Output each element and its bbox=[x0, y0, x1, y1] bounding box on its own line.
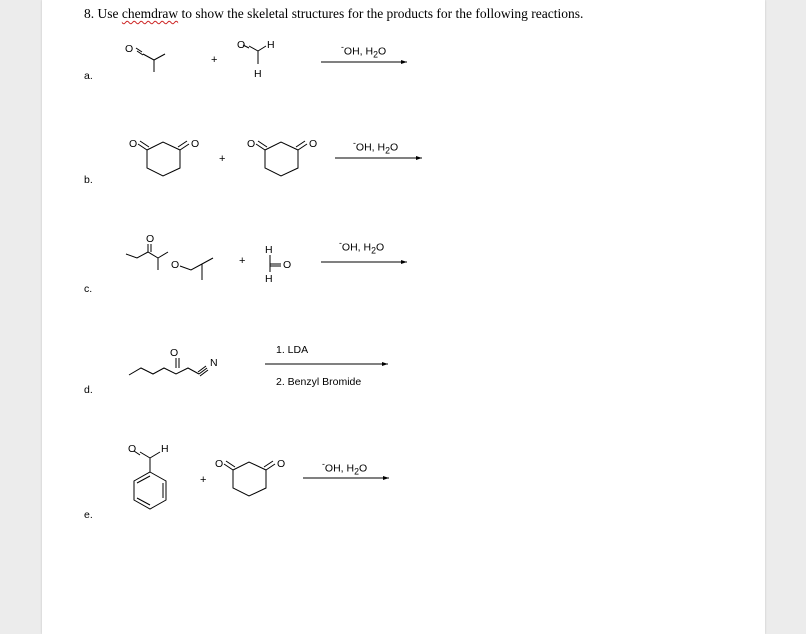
part-e-label: e. bbox=[84, 509, 93, 521]
benzaldehyde-hydrogen: H bbox=[161, 443, 169, 455]
plus-sign-e: + bbox=[200, 474, 207, 486]
reagent-c: -OH, $H_2O$ bbox=[339, 238, 385, 256]
formaldehyde-hydrogen-top: H bbox=[267, 39, 275, 51]
dione3-oxygen-left: O bbox=[215, 458, 224, 470]
spellcheck-word: chemdraw bbox=[121, 6, 179, 21]
formaldehyde-c-oxygen: O bbox=[283, 259, 292, 271]
ester-carbonyl-oxygen: O bbox=[146, 233, 155, 245]
reagent-b: -OH, $H_2O$ bbox=[353, 138, 399, 156]
formaldehyde-hydrogen-bottom: H bbox=[254, 68, 262, 80]
reagent-a: -OH, $H_2O$ bbox=[341, 42, 387, 60]
dione2-oxygen-right: O bbox=[309, 138, 318, 150]
ester-oxygen: O bbox=[171, 259, 180, 271]
plus-sign-b: + bbox=[219, 153, 226, 165]
dione1-oxygen-right: O bbox=[191, 138, 200, 150]
cyclohexanedione-structure-3 bbox=[224, 461, 275, 496]
formaldehyde-c-hydrogen-top: H bbox=[265, 244, 273, 256]
ketonitrile-structure bbox=[129, 358, 208, 376]
dione3-oxygen-right: O bbox=[277, 458, 286, 470]
part-a-label: a. bbox=[84, 70, 93, 82]
formaldehyde-c-hydrogen-bottom: H bbox=[265, 273, 273, 285]
acetone-structure bbox=[136, 48, 165, 72]
part-d-label: d. bbox=[84, 384, 93, 396]
ester-structure bbox=[126, 244, 213, 280]
question-text: 8. Use chemdraw to show the skeletal structures for the products for the following reactions. bbox=[84, 6, 584, 21]
plus-sign-c: + bbox=[239, 255, 246, 267]
cyclohexanedione-structure-1 bbox=[138, 141, 189, 176]
formaldehyde-structure-c bbox=[270, 255, 281, 272]
benzaldehyde-structure bbox=[134, 451, 166, 509]
acetone-oxygen: O bbox=[125, 43, 134, 55]
dione2-oxygen-left: O bbox=[247, 138, 256, 150]
part-b-label: b. bbox=[84, 174, 93, 186]
benzaldehyde-oxygen: O bbox=[128, 443, 137, 455]
nitrile-nitrogen: N bbox=[210, 357, 218, 369]
formaldehyde-oxygen: O bbox=[237, 39, 246, 51]
cyclohexanedione-structure-2 bbox=[256, 141, 307, 176]
reagent-d-step2: 2. Benzyl Bromide bbox=[276, 376, 362, 388]
ketonitrile-oxygen: O bbox=[170, 347, 179, 359]
reagent-d-step1: 1. LDA bbox=[276, 344, 309, 356]
dione1-oxygen-left: O bbox=[129, 138, 138, 150]
plus-sign-a: + bbox=[211, 54, 218, 66]
formaldehyde-structure-a bbox=[243, 45, 266, 64]
reagent-e: -OH, $H_2O$ bbox=[322, 459, 368, 477]
part-c-label: c. bbox=[84, 283, 93, 295]
